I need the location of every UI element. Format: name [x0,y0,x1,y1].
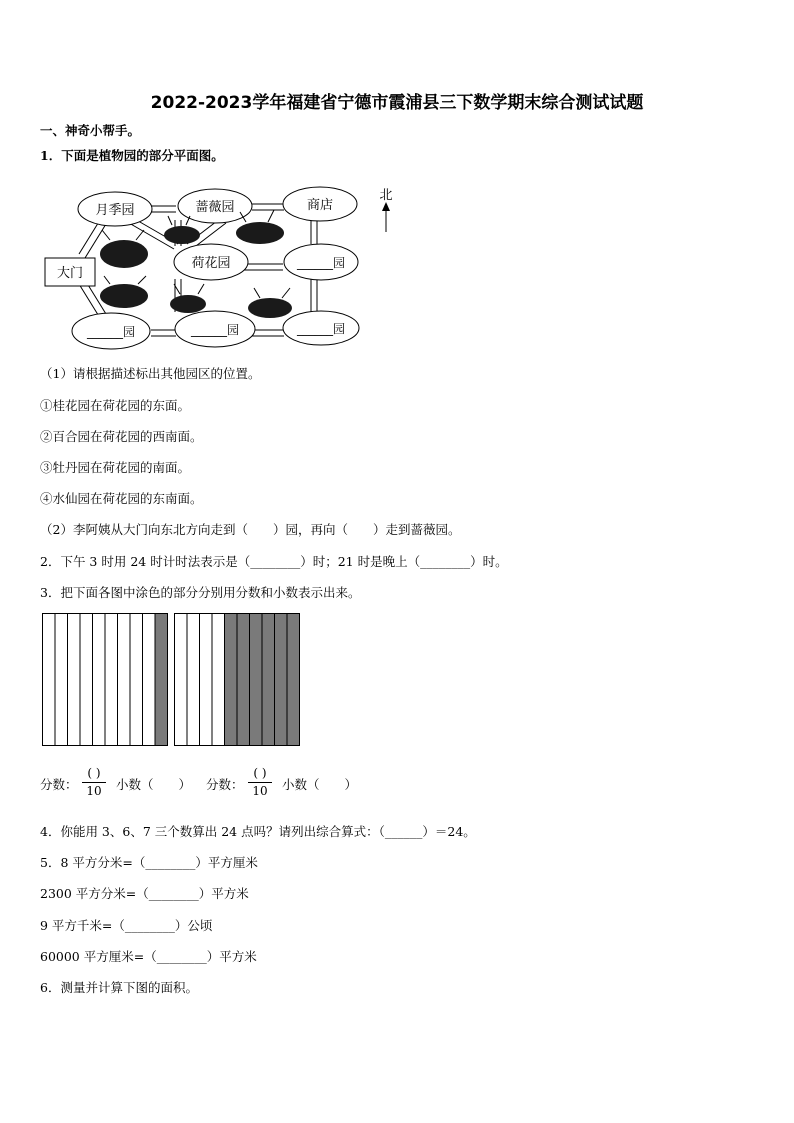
question-2: 2．下午 3 时用 24 时计时法表示是（________）时；21 时是晚上（________）时。 [40,554,508,569]
fraction-1 [82,764,106,799]
garden-blank-south: ______园 [190,323,240,337]
figure-2-strip-5 [225,614,238,746]
figure-1-strip-4 [80,614,93,746]
question-1-stem: 1．下面是植物园的部分平面图。 [40,148,224,163]
figure-2-strip-3 [200,614,213,746]
question-5-line-1: 5．8 平方分米=（________）平方厘米 [40,855,258,870]
figure-1-strip-5 [93,614,106,746]
garden-map [40,180,410,352]
figure-1-strip-1 [43,614,56,746]
q1-item-1: ①桂花园在荷花园的东面。 [40,398,191,413]
garden-blank-east: ______园 [296,256,346,270]
strip-figure-1 [42,613,170,746]
question-5-line-4: 60000 平方厘米=（________）平方米 [40,949,257,964]
figure-1-strip-6 [105,614,118,746]
figure-1-strip-7 [118,614,131,746]
figure-1-strip-8 [130,614,143,746]
q1-sub2: （2）李阿姨从大门向东北方向走到（ ）园，再向（ ）走到蔷薇园。 [40,522,461,537]
q1-item-4: ④水仙园在荷花园的东南面。 [40,491,203,506]
figure-2-strip-4 [212,614,225,746]
figure-1-strip-10 [155,614,168,746]
decimal-label-2: 小数（ ） [282,777,358,792]
garden-label-hehua: 荷花园 [191,256,231,271]
strip-figure-2 [174,613,302,746]
fraction-1-numerator: ( ) [82,764,106,783]
figure-1-strip-3 [68,614,81,746]
question-5-line-2: 2300 平方分米=（________）平方米 [40,886,249,901]
garden-label-yueji: 月季园 [95,203,135,218]
gate-label: 大门 [56,266,84,281]
page-title: 2022-2023学年福建省宁德市霞浦县三下数学期末综合测试试题 [150,93,644,113]
figure-2-strip-2 [187,614,200,746]
section-heading: 一、神奇小帮手。 [40,123,141,138]
garden-label-qiangwei: 蔷薇园 [195,200,235,215]
garden-blank-southwest: ______园 [86,325,136,339]
fraction-2 [248,764,272,799]
garden-blank-southeast: ______园 [296,322,346,336]
question-3-stem: 3．把下面各图中涂色的部分分别用分数和小数表示出来。 [40,585,361,600]
decimal-label-1: 小数（ ） [116,777,192,792]
question-6: 6．测量并计算下图的面积。 [40,980,198,995]
q1-sub1: （1）请根据描述标出其他园区的位置。 [40,366,261,381]
figure-2-strip-1 [175,614,188,746]
q1-item-3: ③牡丹园在荷花园的南面。 [40,460,191,475]
question-5-line-3: 9 平方千米=（________）公顷 [40,918,213,933]
figure-2-strip-8 [262,614,275,746]
q1-item-2: ②百合园在荷花园的西南面。 [40,429,203,444]
figure-2-strip-6 [237,614,250,746]
north-label: 北 [379,188,393,203]
figure-2-strip-7 [250,614,263,746]
fraction-2-denominator: 10 [252,784,268,798]
fraction-2-numerator: ( ) [248,764,272,783]
fraction-label-2: 分数： [206,777,244,792]
figure-2-strip-9 [275,614,288,746]
question-4: 4．你能用 3、6、7 三个数算出 24 点吗？请列出综合算式：（______）＝24。 [40,824,476,839]
figure-1-strip-2 [55,614,68,746]
shop-label: 商店 [306,198,334,213]
figure-2-strip-10 [287,614,300,746]
fraction-label-1: 分数： [40,777,78,792]
figure-1-strip-9 [143,614,156,746]
fraction-1-denominator: 10 [86,784,102,798]
